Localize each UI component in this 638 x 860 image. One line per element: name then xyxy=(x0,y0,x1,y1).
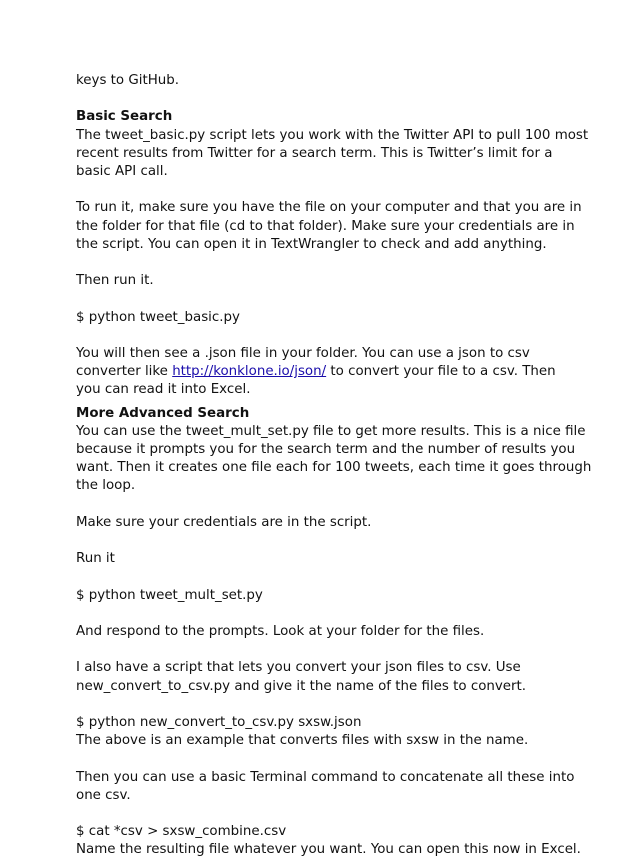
basic-search-section xyxy=(76,108,589,181)
cat-command-text: $ cat *csv > sxsw_combine.csv xyxy=(76,824,287,840)
convert-paragraph xyxy=(76,659,576,695)
convert-command-paragraph xyxy=(76,714,576,750)
advanced-search-section xyxy=(76,405,592,496)
basic-search-line-1: The tweet_basic.py script lets you work with the Twitter API to pull 100 most xyxy=(76,127,589,143)
run-it-text: Run it xyxy=(76,551,115,567)
final-note-text: Name the resulting file whatever you want. You can open this now in Excel. xyxy=(76,842,581,858)
json-line-3: you can read it into Excel. xyxy=(76,382,251,398)
json-paragraph xyxy=(76,345,576,400)
credentials-text: Make sure your credentials are in the script. xyxy=(76,514,372,530)
run-it-paragraph xyxy=(76,550,576,568)
mult-command-text: $ python tweet_mult_set.py xyxy=(76,587,263,603)
advanced-search-heading: More Advanced Search xyxy=(76,405,250,421)
then-run-paragraph xyxy=(76,272,576,290)
json-line-2-start: converter like xyxy=(76,364,173,380)
mult-command-paragraph xyxy=(76,587,576,605)
then-run-text: Then run it. xyxy=(76,273,154,289)
convert-line-2: new_convert_to_csv.py and give it the name of the files to convert. xyxy=(76,678,527,694)
advanced-line-4: the loop. xyxy=(76,478,136,494)
concat-paragraph xyxy=(76,769,576,805)
convert-command-text: $ python new_convert_to_csv.py sxsw.json xyxy=(76,714,362,730)
convert-note-text: The above is an example that converts files with sxsw in the name. xyxy=(76,733,529,749)
json-line-2-end: to convert your file to a csv. Then xyxy=(326,364,556,380)
intro-paragraph xyxy=(76,72,576,90)
basic-command-paragraph xyxy=(76,309,576,327)
advanced-line-1: You can use the tweet_mult_set.py file to get more results. This is a nice file xyxy=(76,423,586,439)
run-line-1: To run it, make sure you have the file on your computer and that you are in xyxy=(76,200,582,216)
convert-line-1: I also have a script that lets you convert your json files to csv. Use xyxy=(76,660,521,676)
concat-line-2: one csv. xyxy=(76,787,131,803)
run-line-2: the folder for that file (cd to that folder). Make sure your credentials are in xyxy=(76,218,575,234)
cat-command-paragraph xyxy=(76,823,581,859)
intro-line: keys to GitHub. xyxy=(76,73,180,88)
konklone-json-link[interactable]: http://konklone.io/json/ xyxy=(172,364,327,380)
advanced-line-2: because it prompts you for the search term and the number of results you xyxy=(76,441,576,457)
basic-command-text: $ python tweet_basic.py xyxy=(76,309,240,325)
run-instructions-paragraph xyxy=(76,199,582,254)
respond-text: And respond to the prompts. Look at your folder for the files. xyxy=(76,623,485,639)
json-line-1: You will then see a .json file in your folder. You can use a json to csv xyxy=(76,345,530,361)
respond-paragraph xyxy=(76,623,576,641)
json-line-2 xyxy=(76,363,576,381)
basic-search-heading: Basic Search xyxy=(76,109,173,125)
run-line-3: the script. You can open it in TextWrangler to check and add anything. xyxy=(76,236,547,252)
advanced-line-3: want. Then it creates one file each for 100 tweets, each time it goes through xyxy=(76,460,592,476)
credentials-paragraph xyxy=(76,514,576,532)
document-page xyxy=(76,72,592,860)
basic-search-line-2: recent results from Twitter for a search term. This is Twitter’s limit for a xyxy=(76,145,553,161)
concat-line-1: Then you can use a basic Terminal command to concatenate all these into xyxy=(76,769,575,785)
basic-search-line-3: basic API call. xyxy=(76,164,168,179)
